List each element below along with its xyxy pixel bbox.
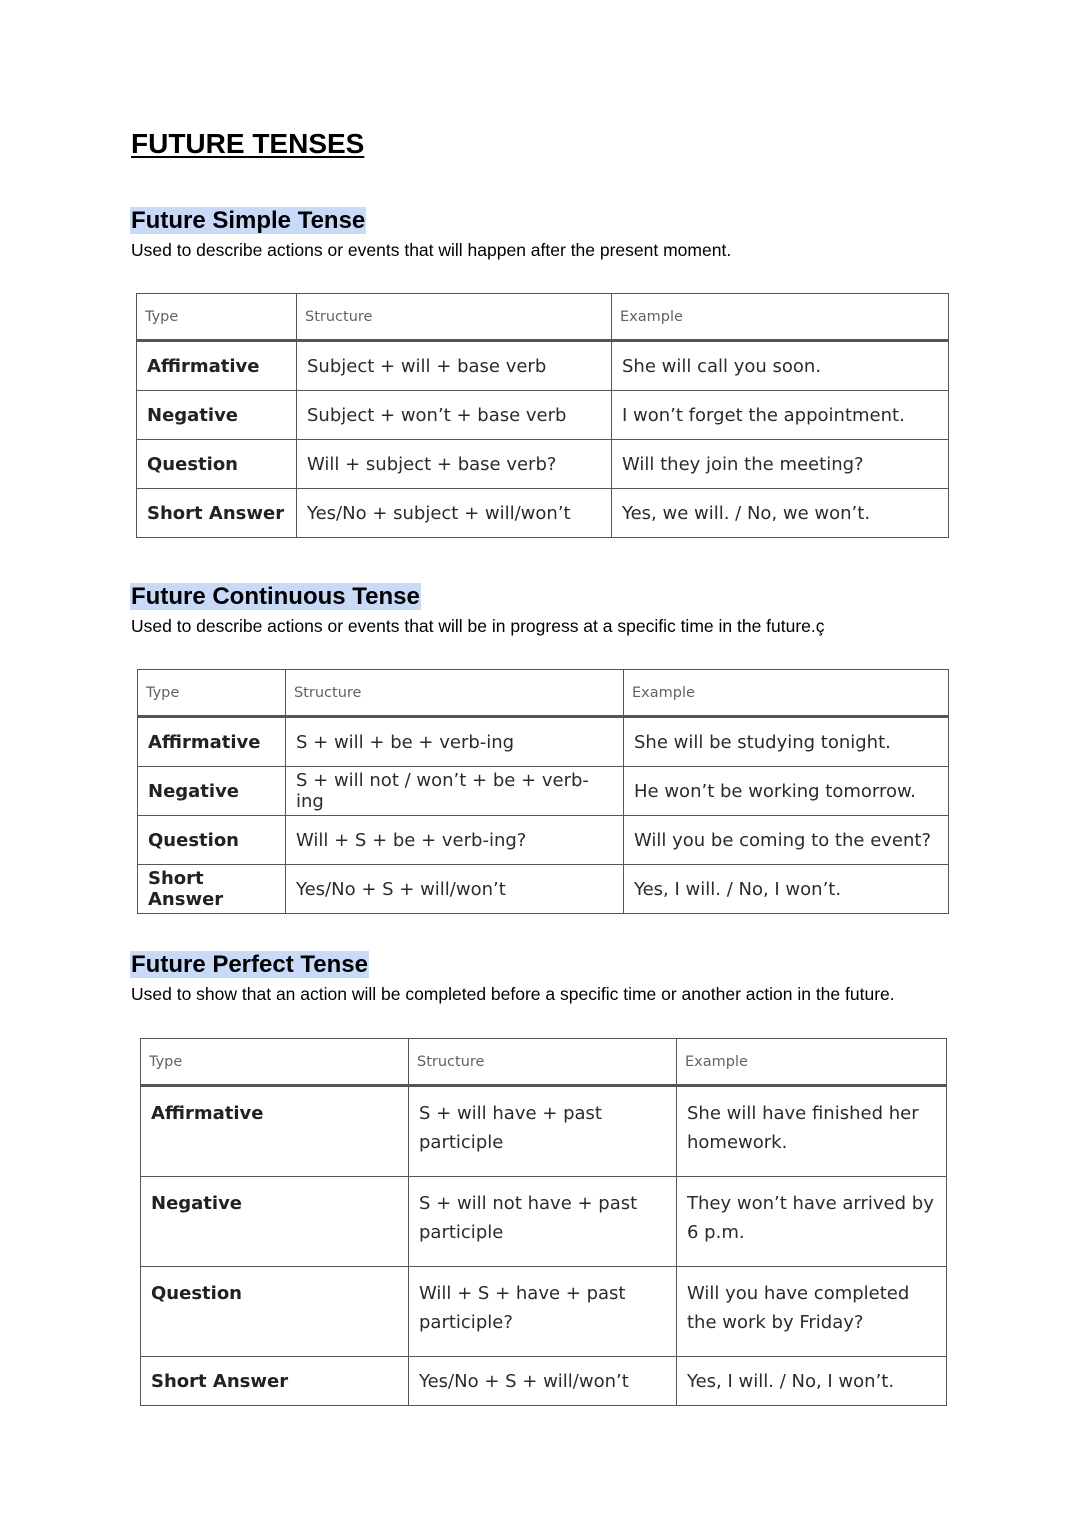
type-cell: Negative xyxy=(137,391,297,440)
example-cell: Will you be coming to the event? xyxy=(624,816,949,865)
future-simple-heading-text: Future Simple Tense xyxy=(131,207,366,234)
example-cell: She will be studying tonight. xyxy=(624,717,949,767)
example-cell: They won’t have arrived by 6 p.m. xyxy=(677,1177,947,1267)
structure-cell: Will + S + have + past participle? xyxy=(409,1267,677,1357)
type-cell: Negative xyxy=(138,767,286,816)
page-title: FUTURE TENSES xyxy=(131,128,365,159)
future-simple-table xyxy=(136,293,949,538)
example-cell: Will they join the meeting? xyxy=(612,440,949,489)
future-continuous-description: Used to describe actions or events that will be in progress at a specific time in the future.ç xyxy=(131,616,825,636)
future-continuous-heading xyxy=(130,582,421,612)
future-continuous-heading-text: Future Continuous Tense xyxy=(131,583,420,610)
table-row xyxy=(141,1177,947,1267)
column-header-structure: Structure xyxy=(409,1039,677,1086)
table-row xyxy=(137,391,949,440)
table-row xyxy=(138,865,949,914)
future-perfect-description: Used to show that an action will be completed before a specific time or another action in the future. xyxy=(131,984,895,1004)
example-cell: Yes, I will. / No, I won’t. xyxy=(677,1357,947,1406)
table-row xyxy=(141,1357,947,1406)
type-cell: Short Answer xyxy=(138,865,286,914)
type-cell: Affirmative xyxy=(137,341,297,391)
example-cell: He won’t be working tomorrow. xyxy=(624,767,949,816)
structure-cell: S + will have + past participle xyxy=(409,1086,677,1177)
future-simple-heading xyxy=(130,206,366,236)
column-header-example: Example xyxy=(624,670,949,717)
table-row xyxy=(141,1267,947,1357)
table-row xyxy=(137,440,949,489)
type-cell: Short Answer xyxy=(141,1357,409,1406)
table-row xyxy=(138,717,949,767)
type-cell: Affirmative xyxy=(141,1086,409,1177)
table-header-row xyxy=(138,670,949,717)
table-row xyxy=(138,816,949,865)
example-cell: I won’t forget the appointment. xyxy=(612,391,949,440)
column-header-type: Type xyxy=(138,670,286,717)
future-perfect-table xyxy=(140,1038,947,1406)
example-cell: She will have finished her homework. xyxy=(677,1086,947,1177)
example-cell: Yes, I will. / No, I won’t. xyxy=(624,865,949,914)
table-header-row xyxy=(137,294,949,341)
column-header-structure: Structure xyxy=(297,294,612,341)
column-header-structure: Structure xyxy=(286,670,624,717)
structure-cell: Will + subject + base verb? xyxy=(297,440,612,489)
structure-cell: S + will not / won’t + be + verb-ing xyxy=(286,767,624,816)
future-simple-description: Used to describe actions or events that will happen after the present moment. xyxy=(131,240,732,260)
type-cell: Affirmative xyxy=(138,717,286,767)
example-cell: She will call you soon. xyxy=(612,341,949,391)
example-cell: Yes, we will. / No, we won’t. xyxy=(612,489,949,538)
structure-cell: S + will not have + past participle xyxy=(409,1177,677,1267)
structure-cell: Yes/No + S + will/won’t xyxy=(286,865,624,914)
column-header-type: Type xyxy=(141,1039,409,1086)
table-row xyxy=(141,1086,947,1177)
column-header-type: Type xyxy=(137,294,297,341)
table-row xyxy=(137,341,949,391)
type-cell: Question xyxy=(137,440,297,489)
structure-cell: Subject + won’t + base verb xyxy=(297,391,612,440)
future-continuous-table xyxy=(137,669,949,914)
structure-cell: Will + S + be + verb-ing? xyxy=(286,816,624,865)
column-header-example: Example xyxy=(612,294,949,341)
table-row xyxy=(138,767,949,816)
structure-cell: S + will + be + verb-ing xyxy=(286,717,624,767)
column-header-example: Example xyxy=(677,1039,947,1086)
type-cell: Negative xyxy=(141,1177,409,1267)
structure-cell: Subject + will + base verb xyxy=(297,341,612,391)
table-row xyxy=(137,489,949,538)
type-cell: Question xyxy=(138,816,286,865)
future-perfect-heading xyxy=(130,950,369,980)
future-perfect-heading-text: Future Perfect Tense xyxy=(131,951,368,978)
type-cell: Short Answer xyxy=(137,489,297,538)
table-header-row xyxy=(141,1039,947,1086)
example-cell: Will you have completed the work by Friday? xyxy=(677,1267,947,1357)
type-cell: Question xyxy=(141,1267,409,1357)
structure-cell: Yes/No + subject + will/won’t xyxy=(297,489,612,538)
structure-cell: Yes/No + S + will/won’t xyxy=(409,1357,677,1406)
